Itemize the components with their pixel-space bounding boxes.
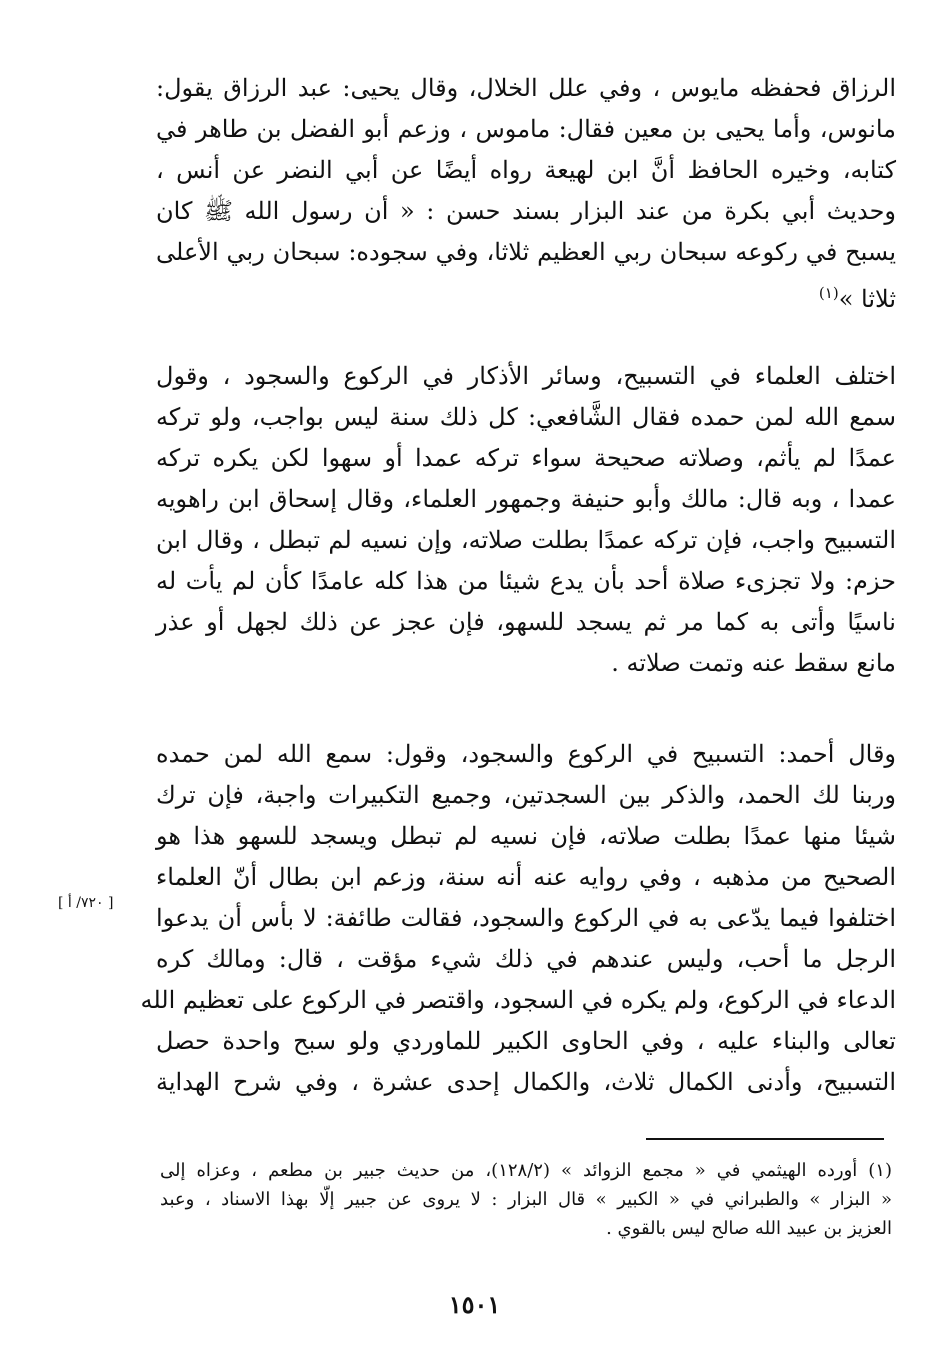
text-line-last: مانع سقط عنه وتمت صلاته . [611,649,896,677]
text-line: الرجل ما أحب، وليس عندهم في ذلك شيء مؤقت ، قال: ومالك كره [156,945,896,973]
text-line: وحديث أبي بكرة من عند البزار بسند حسن : « أن رسول الله ﷺ كان [156,197,896,225]
text-line-content: ثلاثا » [838,285,896,313]
text-line: تعالى والبناء عليه ، وفي الحاوى الكبير للماوردي ولو سبح واحدة حصل [156,1027,896,1055]
text-line: حزم: ولا تجزىء صلاة أحد بأن يدع شيئا من هذا كله عامدًا كأن لم يأت له [156,567,896,595]
footnote-line: « البزار » والطبراني في « الكبير » قال البزار : لا يروى عن جبير إلّا بهذا الاسناد ، وعبد [160,1189,892,1210]
body-paragraph-3 [140,734,896,1103]
text-line-last [156,273,896,320]
page-number: ١٥٠١ [448,1290,501,1319]
text-line: ناسيًا وأتى به كما مر ثم يسجد للسهو، فإن عجز عن ذلك لجهل أو عذر [156,608,896,636]
text-line: عمدا ، وبه قال: مالك وأبو حنيفة وجمهور العلماء، وقال إسحاق ابن راهويه [156,485,896,513]
text-line: الدعاء في الركوع، ولم يكره في السجود، واقتصر في الركوع على تعظيم الله [140,986,896,1014]
body-paragraph-2 [156,356,896,684]
footnote-ref: (١) [818,284,839,302]
text-line: الصحيح من مذهبه ، وفي روايه عنه أنه سنة، وزعم ابن بطال أنّ العلماء [156,863,896,891]
text-line: اختلف العلماء في التسبيح، وسائر الأذكار في الركوع والسجود ، وقول [156,362,896,390]
text-line: سمع الله لمن حمده فقال الشَّافعي: كل ذلك سنة ليس بواجب، ولو تركه [156,403,896,431]
footnote-line: (١) أورده الهيثمي في « مجمع الزوائد » (١٢٨/٢)، من حديث جبير بن مطعم ، وعزاه إلى [160,1160,892,1181]
text-line: وربنا لك الحمد، والذكر بين السجدتين، وجميع التكبيرات واجبة، فإن ترك [156,781,896,809]
text-line: التسبيح واجب، فإن تركه عمدًا بطلت صلاته، وإن نسيه لم تبطل ، وقال ابن [156,526,896,554]
text-line: يسبح في ركوعه سبحان ربي العظيم ثلاثا، وفي سجوده: سبحان ربي الأعلى [156,238,896,266]
footnote-line-last: العزيز بن عبيد الله صالح ليس بالقوي . [606,1218,892,1239]
body-paragraph-1 [156,68,896,320]
text-line: كتابه، وخيره الحافظ أنَّ ابن لهيعة رواه أيضًا عن أبي النضر عن أنس ، [156,156,896,184]
text-line: عمدًا لم يأثم، وصلاته صحيحة سواء تركه عمدا أو سهوا لكن يكره تركه [156,444,896,472]
text-line: مانوس، وأما يحيى بن معين فقال: ماموس ، وزعم أبو الفضل بن طاهر في [156,115,896,143]
footnote-divider [646,1138,884,1140]
text-line: اختلفوا فيما يدّعى به في الركوع والسجود، فقالت طائفة: لا بأس أن يدعوا [156,904,896,932]
manuscript-folio-note: [ ٧٢٠/ أ ] [58,895,114,911]
text-line: الرزاق فحفظه مايوس ، وفي علل الخلال، وقال يحيى: عبد الرزاق يقول: [156,74,896,102]
text-line: التسبيح، وأدنى الكمال ثلاث، والكمال إحدى عشرة ، وفي شرح الهداية [156,1068,896,1096]
text-line: شيئا منها عمدًا بطلت صلاته، فإن نسيه لم تبطل ويسجد للسهو هذا هو [156,822,896,850]
text-line: وقال أحمد: التسبيح في الركوع والسجود، وقول: سمع الله لمن حمده [156,740,896,768]
footnotes [160,1156,892,1243]
